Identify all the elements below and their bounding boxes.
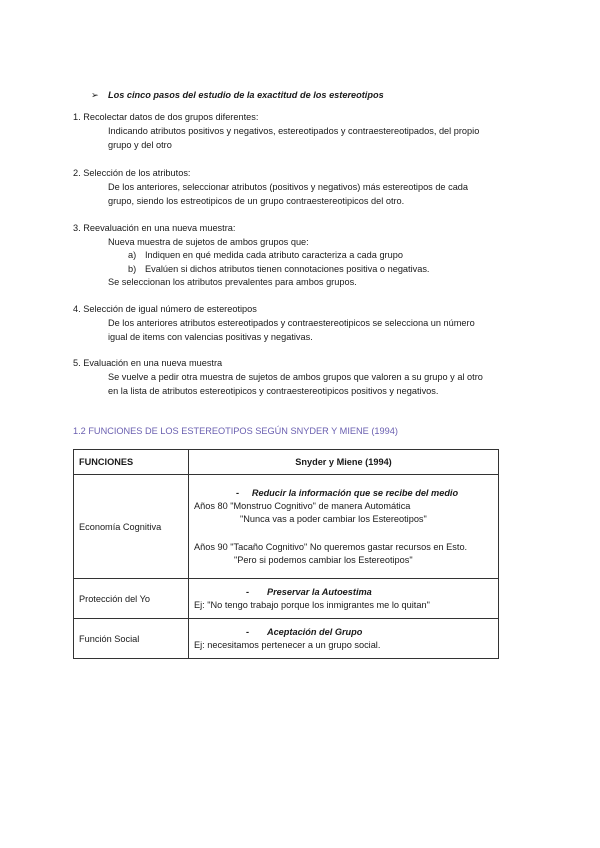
function-detail xyxy=(189,579,499,619)
step-title: 2. Selección de los atributos: xyxy=(73,168,191,178)
bullet-text: Aceptación del Grupo xyxy=(266,626,363,637)
step-text: Se vuelve a pedir otra muestra de sujetos de ambos grupos que valoren a su grupo y al otro xyxy=(108,372,483,382)
step-text: De los anteriores atributos estereotipados y contraestereotipicos se selecciona un número xyxy=(108,318,475,328)
functions-heading: 1.2 FUNCIONES DE LOS ESTEREOTIPOS SEGÚN SNYDER Y MIENE (1994) xyxy=(73,426,398,436)
detail-line: Años 80 "Monstruo Cognitivo" de manera Automática xyxy=(194,500,411,511)
function-name: Economía Cognitiva xyxy=(74,475,189,579)
subitem-marker: a) xyxy=(128,250,137,260)
table-header-functions: FUNCIONES xyxy=(74,450,189,475)
step-text: en la lista de atributos estereotipicos y contraestereotipicos positivos y negativos. xyxy=(108,386,439,396)
bullet-text: Preservar la Autoestima xyxy=(266,586,372,597)
function-bullet: - Aceptación del Grupo xyxy=(246,626,363,637)
subitem-text: Evalúen si dichos atributos tienen connotaciones positiva o negativas. xyxy=(145,264,430,274)
step-text: Se seleccionan los atributos prevalentes para ambos grupos. xyxy=(108,277,357,287)
step-text: Nueva muestra de sujetos de ambos grupos que: xyxy=(108,237,309,247)
step-title: 1. Recolectar datos de dos grupos diferentes: xyxy=(73,112,259,122)
subitem-marker: b) xyxy=(128,264,137,274)
heading-arrow-icon: ➢ xyxy=(91,90,99,100)
detail-line: "Nunca vas a poder cambiar los Estereotipos" xyxy=(240,513,427,524)
step-text: grupo, siendo los estreotipicos de un grupo contraestereotipicos del otro. xyxy=(108,196,405,206)
table-row xyxy=(74,579,499,619)
spacer xyxy=(194,526,493,541)
step-text: grupo y del otro xyxy=(108,140,172,150)
detail-line: Ej: "No tengo trabajo porque los inmigrantes me lo quitan" xyxy=(194,599,430,610)
table-header-row xyxy=(74,450,499,475)
step-text: Indicando atributos positivos y negativos, estereotipados y contraestereotipados, del propio xyxy=(108,126,480,136)
step-title: 4. Selección de igual número de estereotipos xyxy=(73,304,257,314)
function-name: Protección del Yo xyxy=(74,579,189,619)
detail-line: Ej: necesitamos pertenecer a un grupo social. xyxy=(194,639,381,650)
detail-line: Años 90 "Tacaño Cognitivo" No queremos gastar recursos en Esto. xyxy=(194,541,468,552)
function-bullet: - Preservar la Autoestima xyxy=(246,586,372,597)
step-title: 3. Reevaluación en una nueva muestra: xyxy=(73,223,236,233)
function-bullet: - Reducir la información que se recibe del medio xyxy=(236,487,459,498)
step-text: De los anteriores, seleccionar atributos (positivos y negativos) más estereotipos de cada xyxy=(108,182,469,192)
functions-table xyxy=(73,449,499,659)
table-row xyxy=(74,475,499,579)
step-text: igual de items con valencias positivas y negativas. xyxy=(108,332,313,342)
function-name: Función Social xyxy=(74,619,189,659)
subitem-text: Indiquen en qué medida cada atributo caracteriza a cada grupo xyxy=(145,250,403,260)
table-header-source: Snyder y Miene (1994) xyxy=(189,450,499,475)
step-title: 5. Evaluación en una nueva muestra xyxy=(73,358,223,368)
table-row xyxy=(74,619,499,659)
function-detail xyxy=(189,619,499,659)
section-heading: Los cinco pasos del estudio de la exactitud de los estereotipos xyxy=(108,90,384,100)
bullet-text: Reducir la información que se recibe del medio xyxy=(251,487,459,498)
detail-line: "Pero si podemos cambiar los Estereotipos" xyxy=(234,554,413,565)
function-detail xyxy=(189,475,499,579)
